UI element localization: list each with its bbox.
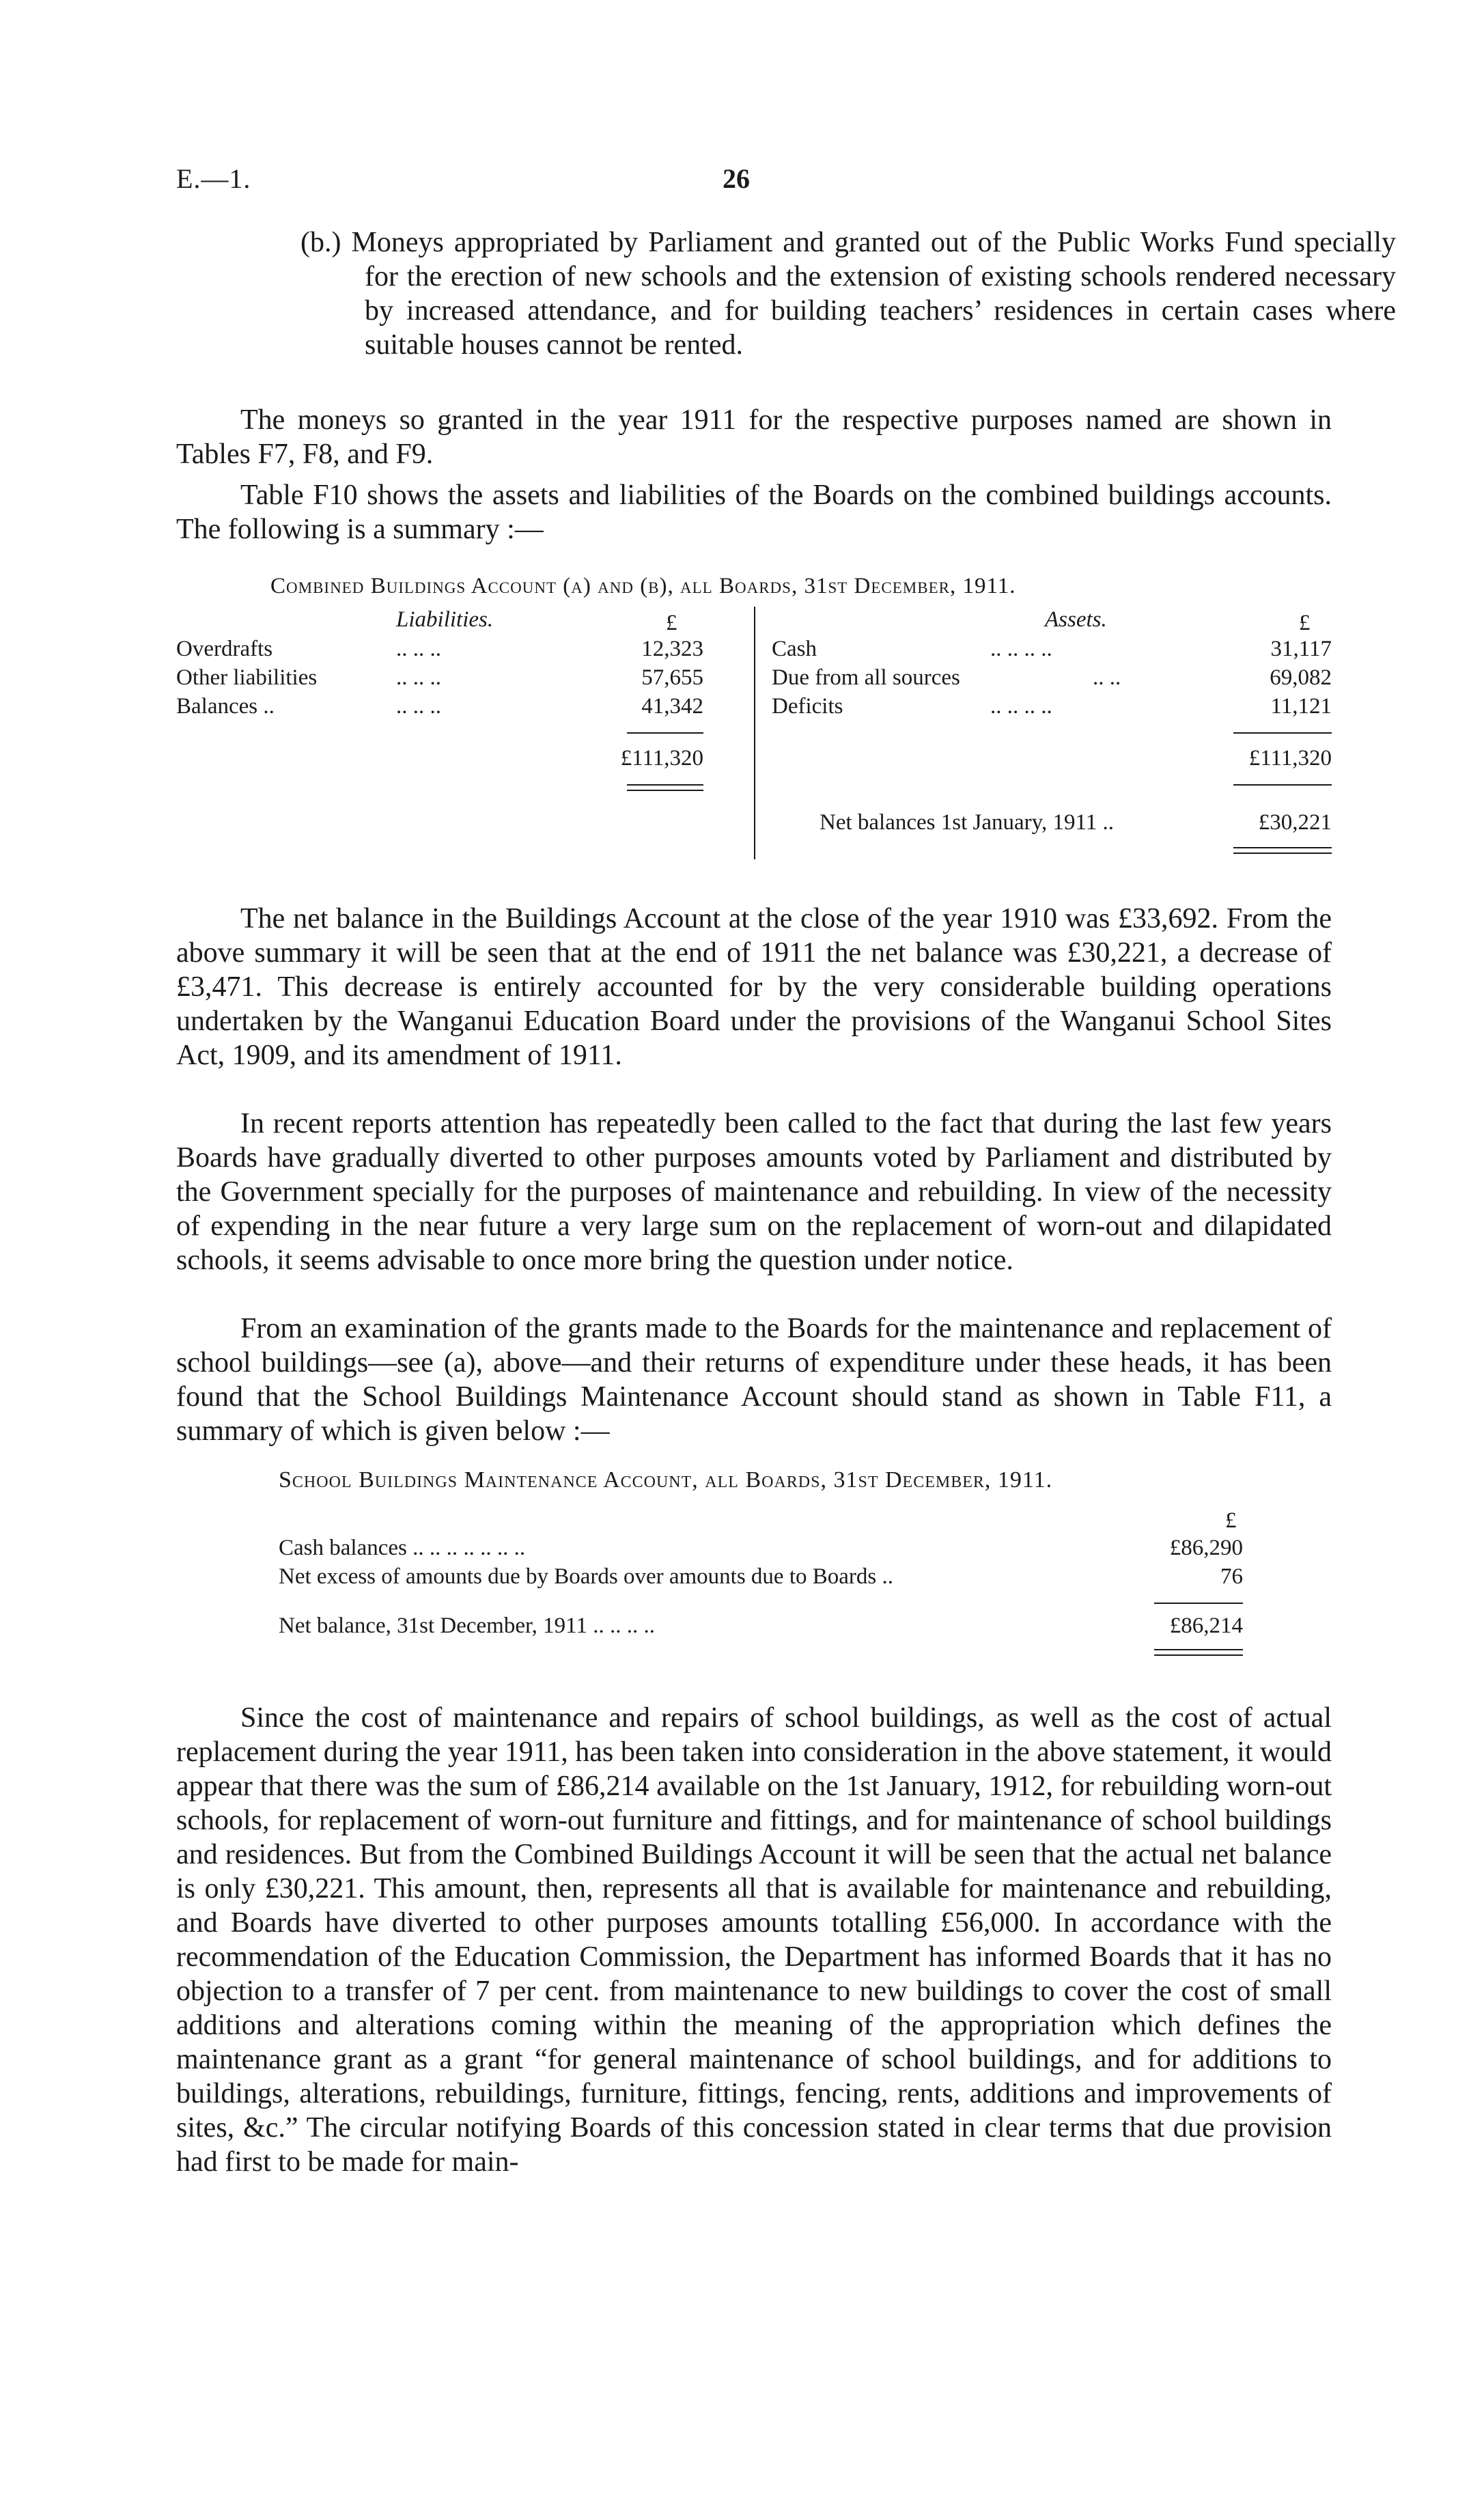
paragraph-examination-grants: From an examination of the grants made to the Boards for the maintenance and replacement of school buildings—see (a), above—and their returns of expenditure under these heads, it has been found that the School Buildings Maintenance Account should stand as shown in Table F11, a summary of which is given below :— — [176, 1313, 1332, 1447]
maintenance-row-label: Cash balances .. .. .. .. .. .. .. — [279, 1536, 526, 1560]
asset-leader: .. .. — [1093, 665, 1121, 690]
asset-label: Due from all sources — [772, 665, 960, 690]
net-balances-rule — [1233, 847, 1332, 848]
asset-label: Deficits — [772, 694, 843, 719]
maintenance-subtotal-rule — [1154, 1603, 1243, 1604]
liability-value: 12,323 — [641, 637, 703, 661]
table-title: School Buildings Maintenance Account, all Boards, 31st December, 1911. — [279, 1467, 1053, 1493]
liability-leader: .. .. .. — [396, 637, 441, 661]
asset-value: 11,121 — [1270, 694, 1332, 719]
liabilities-total-rule — [627, 784, 703, 786]
liability-leader: .. .. .. — [396, 665, 441, 690]
liabilities-total: £111,320 — [620, 746, 703, 771]
liability-label: Balances .. — [176, 694, 275, 719]
maintenance-row-value: 76 — [1220, 1564, 1243, 1589]
report-reference: E.—1. — [176, 163, 251, 194]
liability-value: 41,342 — [641, 694, 703, 719]
asset-leader: .. .. .. .. — [990, 637, 1052, 661]
maintenance-total-rule — [1154, 1654, 1243, 1656]
liability-value: 57,655 — [641, 665, 703, 690]
assets-heading: Assets. — [1045, 607, 1107, 632]
table-currency: £ — [1225, 1508, 1237, 1533]
table-title: Combined Buildings Account (a) and (b), all Boards, 31st December, 1911. — [270, 574, 1016, 598]
assets-total: £111,320 — [1248, 746, 1332, 771]
asset-label: Cash — [772, 637, 817, 661]
net-balances-rule — [1233, 852, 1332, 854]
paragraph-recent-reports: In recent reports attention has repeatedly been called to the fact that during the last few years Boards have gradually diverted to other purposes amounts voted by Parliament and distributed by the Government specially for the purposes of maintenance and rebuilding. In view of the necessity of expending in the near future a very large sum on the replacement of worn-out and dilapidated schools, it seems advisable to once more bring the question under notice. — [176, 1108, 1332, 1276]
liabilities-subtotal-rule — [627, 732, 703, 734]
net-balances-value: £30,221 — [1258, 810, 1332, 835]
liabilities-currency: £ — [666, 611, 677, 635]
assets-subtotal-rule — [1233, 732, 1332, 734]
page-number: 26 — [723, 163, 750, 194]
asset-leader: .. .. .. .. — [990, 694, 1052, 719]
paragraph-net-balance: The net balance in the Buildings Account at the close of the year 1910 was £33,692. From the above summary it will be seen that at the end of 1911 the net balance was £30,221, a decrease of £3,471. This decrease is entirely accounted for by the very considerable building operations undertaken by the Wanganui Education Board under the provisions of the Wanganui School Sites Act, 1909, and its amendment of 1911. — [176, 903, 1332, 1071]
asset-value: 31,117 — [1270, 637, 1332, 661]
maintenance-net-value: £86,214 — [1169, 1613, 1243, 1638]
asset-value: 69,082 — [1270, 665, 1332, 690]
item-b-paragraph: (b.) Moneys appropriated by Parliament and granted out of the Public Works Fund specially for the erection of new schools and the extension of existing schools rendered necessary by increased attendance, and for building teachers’ residences in certain cases where suitable houses cannot be rented. — [300, 227, 1396, 361]
maintenance-total-rule — [1154, 1649, 1243, 1650]
table-column-divider — [754, 607, 755, 859]
assets-currency: £ — [1299, 611, 1311, 635]
liabilities-heading: Liabilities. — [396, 607, 494, 632]
maintenance-net-label: Net balance, 31st December, 1911 .. .. .. .. — [279, 1613, 655, 1638]
liability-label: Other liabilities — [176, 665, 318, 690]
maintenance-row-value: £86,290 — [1169, 1536, 1243, 1560]
paragraph-moneys-granted: The moneys so granted in the year 1911 for the respective purposes named are shown in Tables F7, F8, and F9. — [176, 404, 1332, 470]
assets-total-rule — [1233, 784, 1332, 786]
liability-leader: .. .. .. — [396, 694, 441, 719]
maintenance-row-label: Net excess of amounts due by Boards over amounts due to Boards .. — [279, 1564, 893, 1589]
paragraph-since-cost: Since the cost of maintenance and repairs of school buildings, as well as the cost of actual replacement during the year 1911, has been taken into consideration in the above statement, it would appear that there was the sum of £86,214 available on the 1st January, 1912, for rebuilding worn-out schools, for replacement of worn-out furniture and fittings, and for maintenance of school buildings and residences. But from the Combined Buildings Account it will be seen that the actual net balance is only £30,221. This amount, then, represents all that is available for maintenance and rebuilding, and Boards have diverted to other purposes amounts totalling £56,000. In accordance with the recommendation of the Education Commission, the Department has informed Boards that it has no objection to a transfer of 7 per cent. from maintenance to new buildings to cover the cost of small additions and alterations coming within the meaning of the appropriation which defines the maintenance grant as a grant “for general maintenance of school buildings, and for additions to buildings, alterations, rebuildings, furniture, fittings, fencing, rents, additions and improvements of sites, &c.” The circular notifying Boards of this concession stated in clear terms that due provision had first to be made for main- — [176, 1702, 1332, 2178]
liability-label: Overdrafts — [176, 637, 273, 661]
liabilities-total-rule — [627, 790, 703, 791]
net-balances-label: Net balances 1st January, 1911 .. — [820, 810, 1115, 835]
paragraph-table-f10: Table F10 shows the assets and liabilities of the Boards on the combined buildings accounts. The following is a summary :— — [176, 480, 1332, 545]
